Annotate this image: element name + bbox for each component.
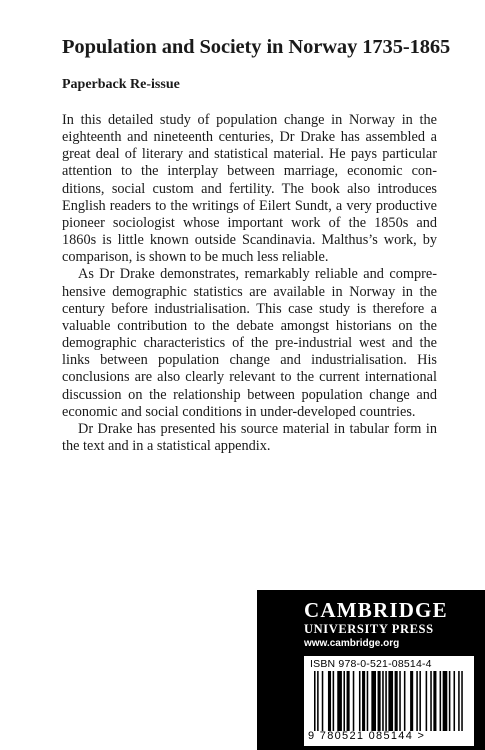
barcode-bar (385, 671, 387, 731)
barcode-bar (347, 671, 350, 731)
barcode-bar (314, 671, 316, 731)
edition-label: Paperback Re-issue (62, 77, 180, 92)
blurb-paragraph-3: Dr Drake has presented his source material in tabular form in the text and in a statistical appendix. (62, 420, 437, 454)
isbn-label: ISBN 978-0-521-08514-4 (310, 658, 432, 670)
barcode-bar (388, 671, 393, 731)
barcode-bar (322, 671, 324, 731)
barcode-bar (454, 671, 456, 731)
barcode-bar (337, 671, 342, 731)
barcode-bar (399, 671, 401, 731)
barcode-bar (426, 671, 428, 731)
blurb-text (62, 112, 437, 455)
barcode-bar (371, 671, 376, 731)
barcode-digits: 9 780521 085144 > (308, 730, 426, 742)
barcode-panel (304, 656, 474, 746)
barcode-bar (440, 671, 442, 731)
barcode-bar (404, 671, 406, 731)
barcode-bar (433, 671, 436, 731)
book-title: Population and Society in Norway 1735-1865 (62, 36, 451, 58)
barcode-bar (333, 671, 335, 731)
barcode-bar (419, 671, 421, 731)
barcode-bar (359, 671, 361, 731)
barcode-bar (395, 671, 398, 731)
publisher-subname: UNIVERSITY PRESS (304, 622, 434, 636)
barcode-bar (443, 671, 448, 731)
blurb-paragraph-2: As Dr Drake demonstrates, remarkably reliable and comprehensive demographic statistics are available in Norway in the century before industrialisation. This case study is therefore a valuable contribution to the debate amongst historians on the demographic characteristics of the pre-industrial west and the links between population change and industrialisation. His conclusions are also clearly relevant to the current international discussion on the relationship between population change and economic and social conditions in under-developed countries. (62, 266, 437, 420)
barcode-bar (382, 671, 384, 731)
publisher-name: CAMBRIDGE (304, 598, 448, 622)
barcode-bar (430, 671, 432, 731)
barcode-bar (461, 671, 463, 731)
barcode-bar (378, 671, 381, 731)
barcode-bar (416, 671, 418, 731)
publisher-block (257, 590, 485, 750)
barcode-bar (367, 671, 369, 731)
barcode-bars (308, 671, 470, 731)
barcode-bar (410, 671, 413, 731)
barcode-bar (449, 671, 451, 731)
barcode-bar (328, 671, 331, 731)
publisher-url: www.cambridge.org (304, 638, 400, 649)
blurb-paragraph-1: In this detailed study of population change in Norway in the eighteenth and nineteenth centuries, Dr Drake has assembled a great deal of literary and statistical material. He pays particular attention to the interplay between marriage, economic conditions, social custom and fertility. The book also introduces English readers to the writings of Eilert Sundt, a very productive pioneer sociologist whose important work of the 1850s and 1860s is little known outside Scandinavia. Malthus’s work, by comparison, is shown to be much less reliable. (62, 112, 437, 266)
barcode-bar (343, 671, 345, 731)
barcode-bar (317, 671, 319, 731)
barcode-bar (353, 671, 355, 731)
barcode-bar (362, 671, 365, 731)
barcode-bar (458, 671, 460, 731)
